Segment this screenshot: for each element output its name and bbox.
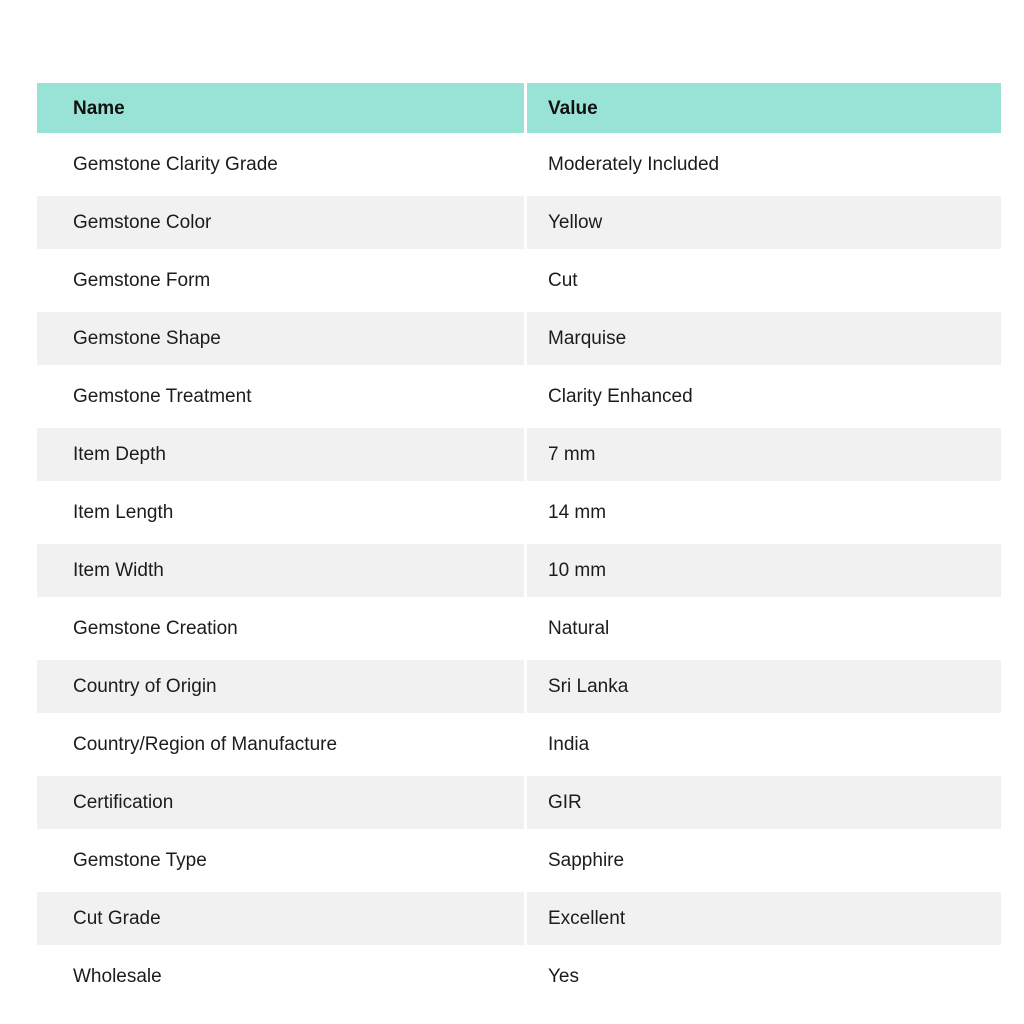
table-row — [37, 597, 1001, 655]
column-header-value: Value — [524, 83, 1001, 133]
row-value-cell: Yellow — [524, 196, 1001, 249]
row-name-cell: Gemstone Shape — [73, 328, 221, 349]
row-value-cell: GIR — [524, 776, 1001, 829]
table-body — [37, 133, 1001, 1003]
row-value-cell: Marquise — [524, 312, 1001, 365]
row-value-cell: Excellent — [524, 892, 1001, 945]
row-value-cell: Yes — [524, 950, 1001, 1003]
table-row — [37, 655, 1001, 713]
row-value-cell: Cut — [524, 254, 1001, 307]
row-name-cell: Country/Region of Manufacture — [73, 734, 338, 755]
row-name-cell: Cut Grade — [73, 908, 161, 929]
row-name-cell: Wholesale — [73, 966, 162, 987]
row-name-cell: Gemstone Type — [73, 850, 207, 871]
column-header-name: Name — [73, 97, 125, 119]
row-name-cell: Certification — [73, 792, 174, 813]
row-value-cell: 10 mm — [524, 544, 1001, 597]
row-value-cell: Sapphire — [524, 834, 1001, 887]
table-row — [37, 539, 1001, 597]
row-name-cell: Gemstone Clarity Grade — [73, 154, 278, 175]
table-row — [37, 887, 1001, 945]
table-row — [37, 365, 1001, 423]
table-row — [37, 945, 1001, 1003]
row-name-cell: Gemstone Form — [73, 270, 211, 291]
table-row — [37, 191, 1001, 249]
row-name-cell: Item Width — [73, 560, 164, 581]
row-value-cell: India — [524, 718, 1001, 771]
row-name-cell: Gemstone Treatment — [73, 386, 252, 407]
row-value-cell: Moderately Included — [524, 138, 1001, 191]
row-value-cell: 14 mm — [524, 486, 1001, 539]
table-row — [37, 307, 1001, 365]
item-specifics-table — [37, 83, 1001, 1003]
table-row — [37, 423, 1001, 481]
table-row — [37, 713, 1001, 771]
row-value-cell: 7 mm — [524, 428, 1001, 481]
row-name-cell: Gemstone Color — [73, 212, 212, 233]
row-value-cell: Natural — [524, 602, 1001, 655]
table-row — [37, 249, 1001, 307]
row-value-cell: Clarity Enhanced — [524, 370, 1001, 423]
table-row — [37, 829, 1001, 887]
table-row — [37, 133, 1001, 191]
row-value-cell: Sri Lanka — [524, 660, 1001, 713]
table-header-row — [37, 83, 1001, 133]
row-name-cell: Gemstone Creation — [73, 618, 238, 639]
row-name-cell: Item Depth — [73, 444, 166, 465]
row-name-cell: Country of Origin — [73, 676, 217, 697]
row-name-cell: Item Length — [73, 502, 174, 523]
table-row — [37, 481, 1001, 539]
table-row — [37, 771, 1001, 829]
